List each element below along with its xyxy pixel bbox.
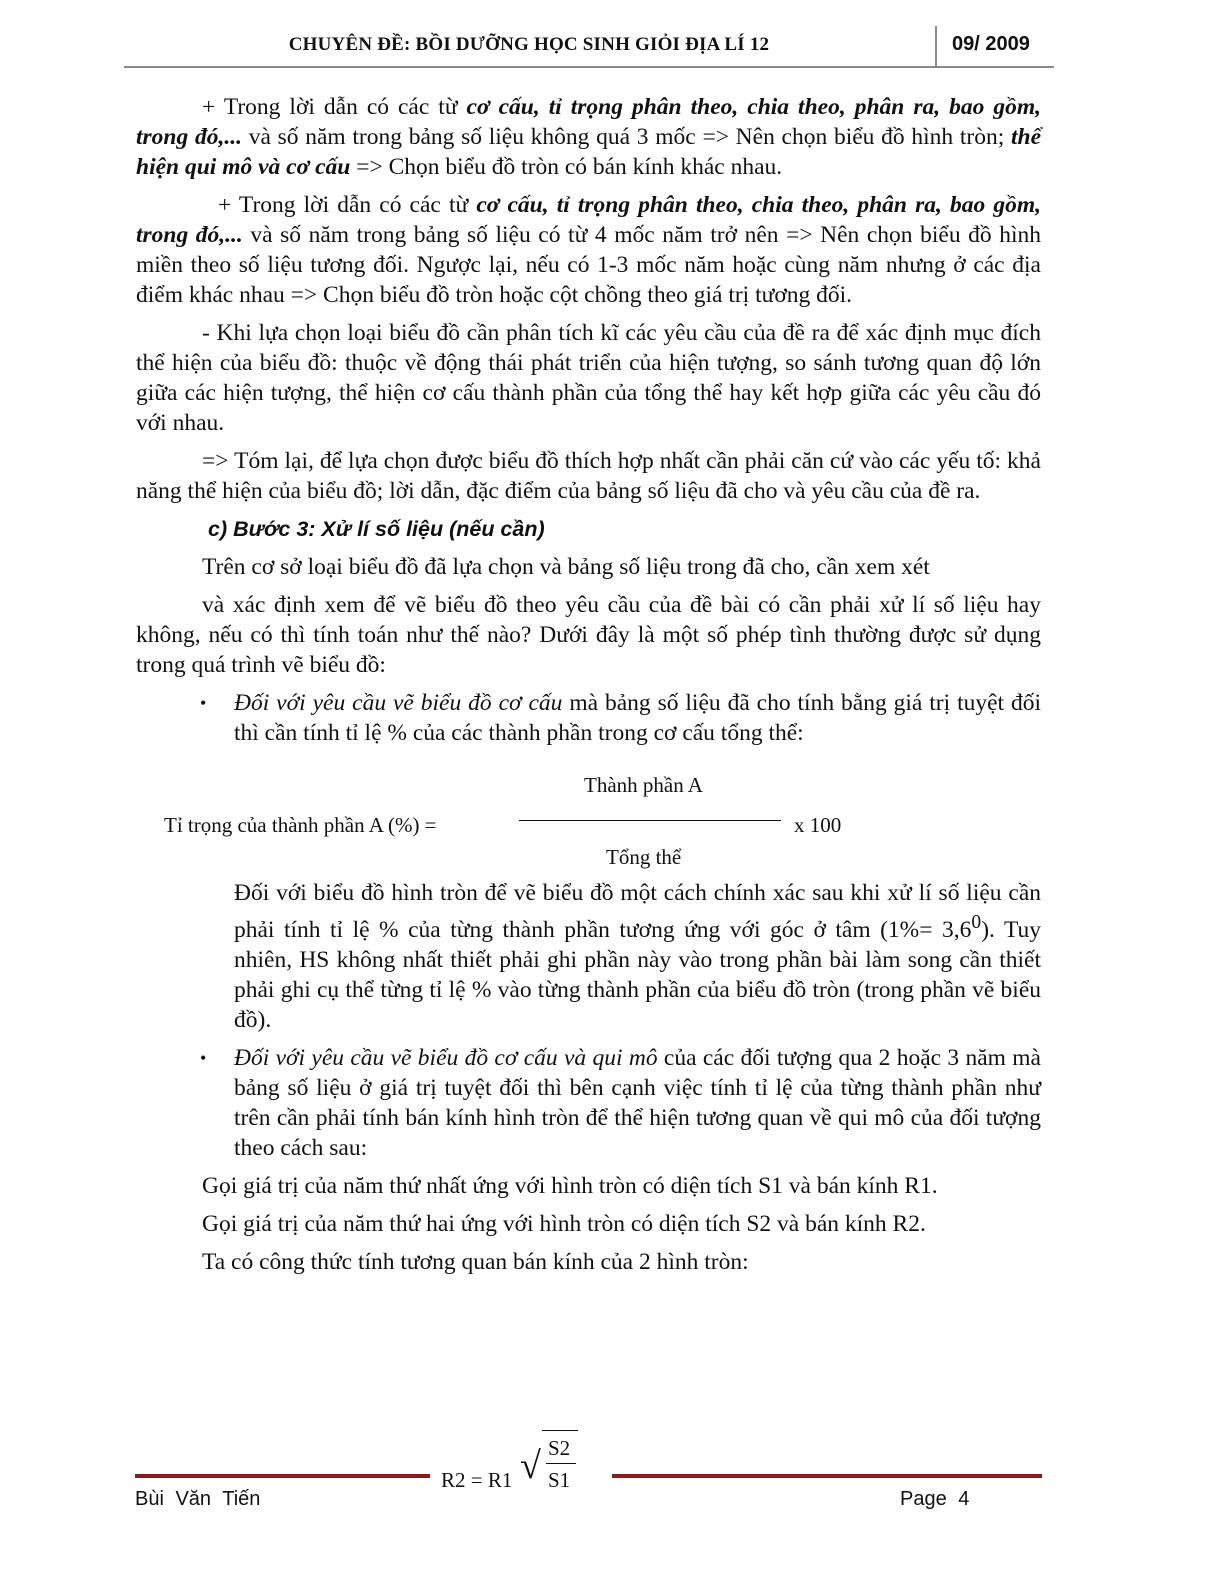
formula-multiplier: x 100 — [794, 813, 842, 837]
bullet-icon: • — [200, 1047, 207, 1068]
paragraph-area-chart-criteria — [136, 190, 1041, 310]
radius-fraction-bar — [546, 1463, 576, 1464]
text-run: => Chọn biểu đồ tròn có bán kính khác nhau. — [350, 154, 783, 180]
list-item — [200, 688, 1042, 748]
paragraph-radius-intro: Ta có công thức tính tương quan bán kính của 2 hình tròn: — [202, 1248, 749, 1275]
formula-denominator: Tổng thể — [606, 845, 682, 869]
keyword-phrase: thể hiện qui mô và cơ cấu — [136, 124, 1041, 180]
header-title: CHUYÊN ĐỀ: BỒI DƯỠNG HỌC SINH GIỎI ĐỊA LÍ 12 — [288, 34, 770, 55]
radical-vinculum — [542, 1430, 578, 1431]
keyword-list: cơ cấu, tỉ trọng phân theo, chia theo, phân ra, bao gồm, trong đó,... — [136, 192, 1041, 248]
text-run: Đối với biểu đồ hình tròn để vẽ biểu đồ một cách chính xác sau khi xử lí số liệu cần phải tính tỉ lệ % của từng thành phần tương ứng với góc ở tâm (1%= 3,6 — [234, 880, 1041, 943]
paragraph-step3-intro: Trên cơ sở loại biểu đồ đã lựa chọn và bảng số liệu trong đã cho, cần xem xét — [202, 554, 930, 580]
bullet-lead: Đối với yêu cầu vẽ biểu đồ cơ cấu và qui mô — [234, 1044, 658, 1071]
radius-formula-denominator: S1 — [548, 1468, 571, 1492]
radius-formula-left: R2 = R1 — [441, 1468, 513, 1492]
text-run: và số năm trong bảng số liệu có từ 4 mốc năm trở nên => Nên chọn biểu đồ hình miền theo số liệu tương đối. Ngược lại, nếu có 1-3 mốc năm hoặc cùng năm nhưng ở các địa điểm khác nhau => Chọn biểu đồ tròn hoặc cột chồng theo giá trị tương đối. — [136, 222, 1041, 308]
keyword-list: cơ cấu, tỉ trọng phân theo, chia theo, phân ra, bao gồm, trong đó,... — [136, 94, 1041, 150]
paragraph-s2: Gọi giá trị của năm thứ hai ứng với hình tròn có diện tích S2 và bán kính R2. — [202, 1210, 926, 1237]
footer-page-number: Page 4 — [900, 1488, 970, 1510]
percentage-formula — [136, 770, 1041, 878]
degree-superscript: 0 — [971, 912, 982, 933]
bullet-text: của các đối tượng qua 2 hoặc 3 năm mà bảng số liệu ở giá trị tuyệt đối thì bên cạnh việc tính tỉ lệ của từng thành phần như trên cần phải tính bán kính hình tròn để thể hiện tương quan về qui mô của đối tượng theo cách sau: — [234, 1044, 1041, 1161]
footer-rule-left — [135, 1474, 430, 1478]
header-separator — [935, 26, 937, 66]
bullet-lead: Đối với yêu cầu vẽ biểu đồ cơ cấu — [234, 690, 563, 716]
text-run: và số năm trong bảng số liệu không quá 3 mốc => Nên chọn biểu đồ hình tròn; — [241, 124, 1011, 150]
paragraph-pie-chart-criteria — [136, 92, 1041, 182]
formula-left-side: Tỉ trọng của thành phần A (%) = — [164, 813, 437, 837]
document-body — [136, 92, 1041, 1285]
text-run: + Trong lời dẫn có các từ — [218, 192, 477, 218]
radius-formula-numerator: S2 — [548, 1436, 571, 1460]
bullet-text: mà bảng số liệu đã cho tính bằng giá trị tuyệt đối thì cần tính tỉ lệ % của các thành phần trong cơ cấu tổng thể: — [234, 690, 1042, 746]
bullet-list-2 — [136, 1043, 1041, 1163]
paragraph-analysis: - Khi lựa chọn loại biểu đồ cần phân tích kĩ các yêu cầu của đề ra để xác định mục đích thể hiện của biểu đồ: thuộc về động thái phát triển của hiện tượng, so sánh tương quan độ lớn giữa các hiện tượng, thể hiện cơ cấu thành phần của tổng thể hay kết hợp giữa các yêu cầu đó với nhau. — [136, 320, 1041, 436]
bullet-list-1 — [136, 688, 1041, 748]
footer-rule-right — [612, 1474, 1042, 1478]
paragraph-summary: => Tóm lại, để lựa chọn được biểu đồ thích hợp nhất cần phải căn cứ vào các yếu tố: khả năng thể hiện của biểu đồ; lời dẫn, đặc điểm của bảng số liệu đã cho và yêu cầu của đề ra. — [136, 448, 1041, 504]
paragraph-step3-detail: và xác định xem để vẽ biểu đồ theo yêu cầu của đề bài có cần phải xử lí số liệu hay không, nếu có thì tính toán như thế nào? Dưới đây là một số phép tình thường được sử dụng trong quá trình vẽ biểu đồ: — [136, 592, 1041, 678]
square-root-icon: √ — [520, 1445, 541, 1487]
header-date: 09/ 2009 — [952, 33, 1030, 55]
text-run: ). Tuy nhiên, HS không nhất thiết phải ghi phần này vào trong phần bài làm song cần thiết phải ghi cụ thể từng tỉ lệ % vào từng thành phần của biểu đồ tròn (trong phần vẽ biểu đồ). — [234, 916, 1041, 1033]
paragraph-s1: Gọi giá trị của năm thứ nhất ứng với hình tròn có diện tích S1 và bán kính R1. — [202, 1172, 938, 1199]
paragraph-pie-angle — [234, 878, 1041, 1035]
list-item — [200, 1043, 1041, 1163]
fraction-bar — [519, 820, 781, 821]
page-header — [124, 26, 1054, 68]
text-run: + Trong lời dẫn có các từ — [202, 94, 467, 120]
formula-numerator: Thành phần A — [584, 773, 703, 797]
subheading-step-3: c) Bước 3: Xử lí số liệu (nếu cần) — [208, 517, 545, 541]
bullet-icon: • — [200, 693, 207, 713]
footer-author: Bùi Văn Tiến — [135, 1488, 261, 1510]
